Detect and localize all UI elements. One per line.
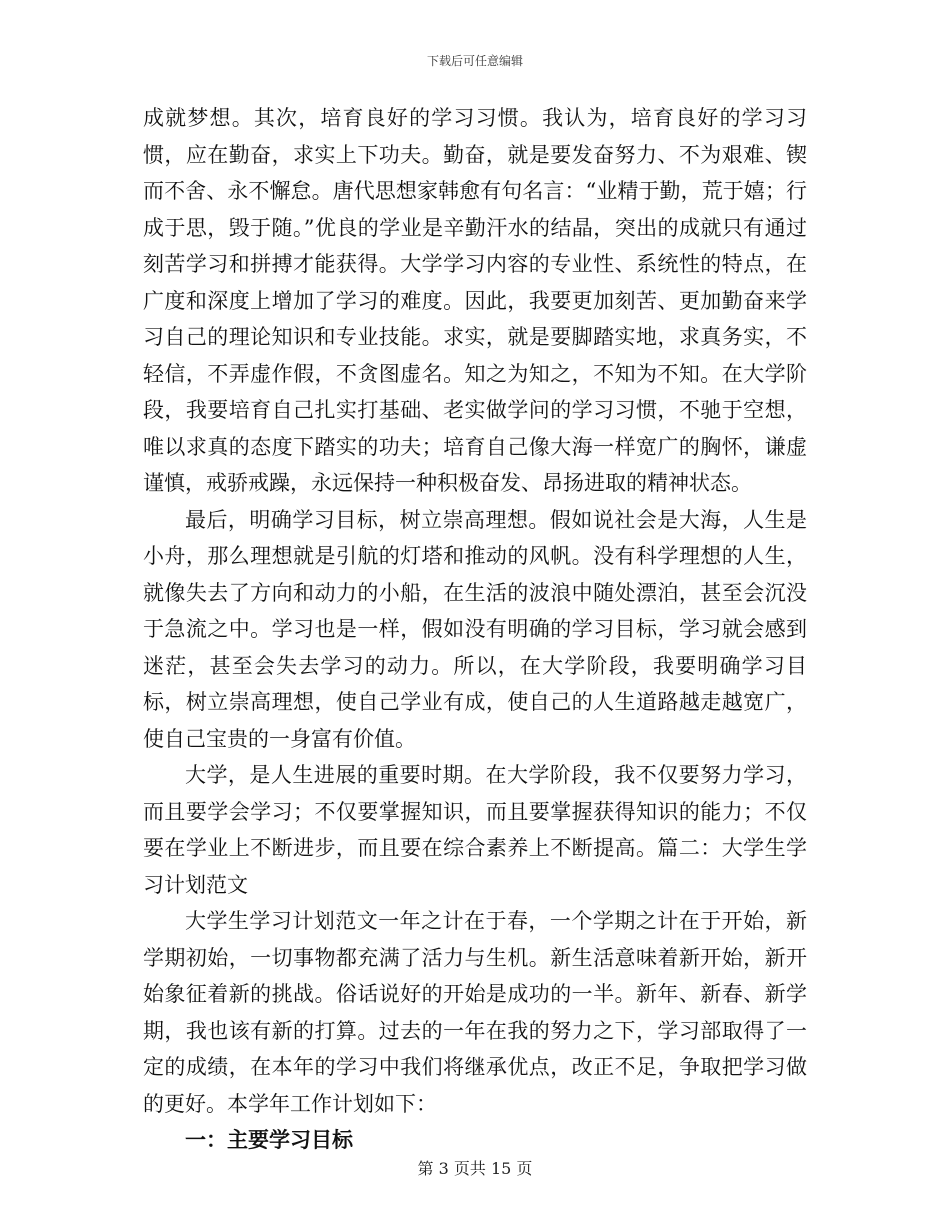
- paragraph-university-period: 大学，是人生进展的重要时期。在大学阶段，我不仅要努力学习，而且要学会学习；不仅要掌握知识，而且要掌握获得知识的能力；不仅要在学业上不断进步，而且要在综合素养上不断提高。篇二：大学生学习计划范文: [143, 763, 807, 897]
- section-heading-main-goals: 一：主要学习目标: [185, 1128, 353, 1152]
- paragraph-study-habits: 成就梦想。其次，培育良好的学习习惯。我认为，培育良好的学习习惯，应在勤奋，求实上下功夫。勤奋，就是要发奋努力、不为艰难、锲而不舍、永不懈怠。唐代思想家韩愈有句名言：“业精于勤，荒于嬉；行成于思，毁于随。”优良的学业是辛勤汗水的结晶，突出的成就只有通过刻苦学习和拼搏才能获得。大学学习内容的专业性、系统性的特点，在广度和深度上增加了学习的难度。因此，我要更加刻苦、更加勤奋来学习自己的理论知识和专业技能。求实，就是要脚踏实地，求真务实，不轻信，不弄虚作假，不贪图虚名。知之为知之，不知为不知。在大学阶段，我要培育自己扎实打基础、老实做学问的学习习惯，不驰于空想，唯以求真的态度下踏实的功夫；培育自己像大海一样宽广的胸怀，谦虚谨慎，戒骄戒躁，永远保持一种积极奋发、昂扬进取的精神状态。: [143, 106, 807, 495]
- paragraph-study-goals: 最后，明确学习目标，树立崇高理想。假如说社会是大海，人生是小舟，那么理想就是引航的灯塔和推动的风帆。没有科学理想的人生，就像失去了方向和动力的小船，在生活的波浪中随处漂泊，甚至会沉没于急流之中。学习也是一样，假如没有明确的学习目标，学习就会感到迷茫，甚至会失去学习的动力。所以，在大学阶段，我要明确学习目标，树立崇高理想，使自己学业有成，使自己的人生道路越走越宽广，使自己宝贵的一身富有价值。: [143, 507, 807, 751]
- document-body: [143, 100, 807, 1159]
- page-footer: 第 3 页共 15 页: [417, 1159, 533, 1178]
- page-header: 下载后可任意编辑: [426, 54, 523, 68]
- paragraph-study-plan-intro: 大学生学习计划范文一年之计在于春，一个学期之计在于开始，新学期初始，一切事物都充满了活力与生机。新生活意味着新开始，新开始象征着新的挑战。俗话说好的开始是成功的一半。新年、新春、新学期，我也该有新的打算。过去的一年在我的努力之下，学习部取得了一定的成绩，在本年的学习中我们将继承优点，改正不足，争取把学习做的更好。本学年工作计划如下：: [143, 909, 807, 1116]
